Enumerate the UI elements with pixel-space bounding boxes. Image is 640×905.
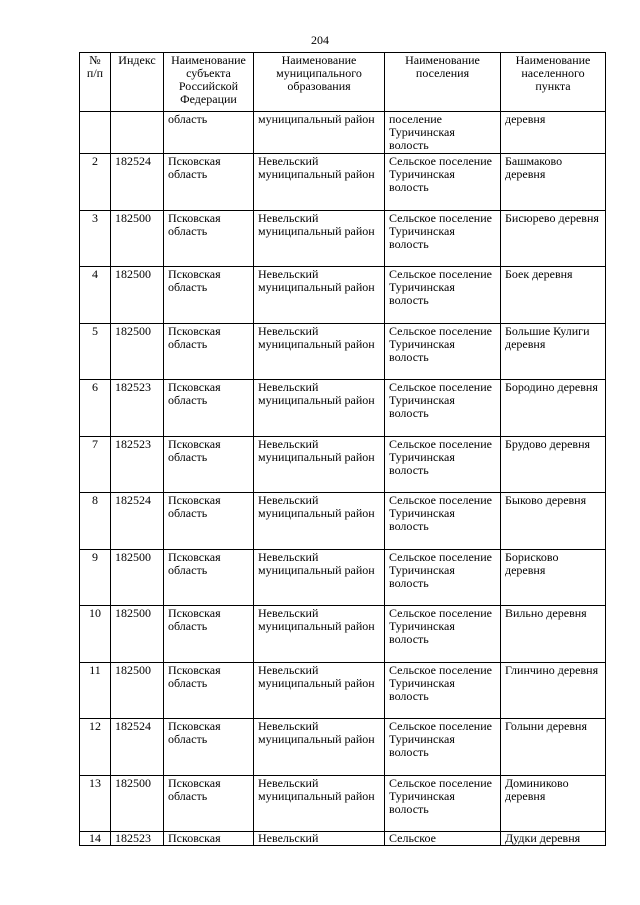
cell-locality: Большие Кулиги деревня <box>501 323 606 380</box>
cell-num <box>80 112 111 154</box>
cell-settlement: Сельское поселение Туричинская волость <box>385 775 501 832</box>
cell-num: 7 <box>80 436 111 493</box>
cell-subject: Псковская область <box>164 549 254 606</box>
page-number: 204 <box>311 33 329 47</box>
cell-index: 182523 <box>111 436 164 493</box>
cell-num: 12 <box>80 719 111 776</box>
cell-municipal: Невельский муниципальный район <box>254 380 385 437</box>
table-header-row <box>80 53 606 112</box>
cell-locality: Голыни деревня <box>501 719 606 776</box>
cell-locality: Быково деревня <box>501 493 606 550</box>
table-row <box>80 380 606 437</box>
cell-municipal: Невельский муниципальный район <box>254 493 385 550</box>
header-municipal: Наименование муниципального образования <box>254 53 385 112</box>
cell-settlement: Сельское <box>385 832 501 846</box>
settlements-table <box>79 52 606 846</box>
cell-locality: Дудки деревня <box>501 832 606 846</box>
cell-settlement: Сельское поселение Туричинская волость <box>385 719 501 776</box>
cell-num: 8 <box>80 493 111 550</box>
table-row <box>80 606 606 663</box>
cell-municipal: Невельский муниципальный район <box>254 323 385 380</box>
table-row <box>80 719 606 776</box>
table-row <box>80 436 606 493</box>
table-row <box>80 832 606 846</box>
cell-settlement: Сельское поселение Туричинская волость <box>385 662 501 719</box>
cell-index: 182524 <box>111 154 164 211</box>
cell-locality: Доминиково деревня <box>501 775 606 832</box>
cell-num: 9 <box>80 549 111 606</box>
cell-index <box>111 112 164 154</box>
cell-settlement: Сельское поселение Туричинская волость <box>385 210 501 267</box>
cell-index: 182523 <box>111 380 164 437</box>
cell-index: 182500 <box>111 606 164 663</box>
cell-municipal: Невельский <box>254 832 385 846</box>
cell-num: 11 <box>80 662 111 719</box>
cell-municipal: Невельский муниципальный район <box>254 549 385 606</box>
header-num: № п/п <box>80 53 111 112</box>
cell-subject: Псковская область <box>164 210 254 267</box>
table-row-continuation <box>80 112 606 154</box>
cell-locality: Глинчино деревня <box>501 662 606 719</box>
cell-settlement: Сельское поселение Туричинская волость <box>385 380 501 437</box>
cell-subject: Псковская область <box>164 719 254 776</box>
cell-index: 182500 <box>111 267 164 324</box>
cell-subject: Псковская область <box>164 323 254 380</box>
cell-subject: Псковская область <box>164 267 254 324</box>
cell-index: 182500 <box>111 549 164 606</box>
cell-locality: деревня <box>501 112 606 154</box>
cell-locality: Борисково деревня <box>501 549 606 606</box>
table-row <box>80 154 606 211</box>
header-index: Индекс <box>111 53 164 112</box>
cell-municipal: Невельский муниципальный район <box>254 210 385 267</box>
cell-num: 13 <box>80 775 111 832</box>
cell-index: 182500 <box>111 210 164 267</box>
cell-subject: область <box>164 112 254 154</box>
cell-settlement: Сельское поселение Туричинская волость <box>385 549 501 606</box>
header-locality: Наименование населенного пункта <box>501 53 606 112</box>
cell-index: 182524 <box>111 493 164 550</box>
cell-settlement: Сельское поселение Туричинская волость <box>385 606 501 663</box>
cell-municipal: Невельский муниципальный район <box>254 267 385 324</box>
cell-num: 2 <box>80 154 111 211</box>
cell-subject: Псковская <box>164 832 254 846</box>
table-body <box>80 112 606 846</box>
cell-settlement: Сельское поселение Туричинская волость <box>385 493 501 550</box>
table-row <box>80 775 606 832</box>
cell-municipal: Невельский муниципальный район <box>254 662 385 719</box>
cell-locality: Боек деревня <box>501 267 606 324</box>
header-settlement: Наименование поселения <box>385 53 501 112</box>
cell-municipal: Невельский муниципальный район <box>254 436 385 493</box>
cell-subject: Псковская область <box>164 606 254 663</box>
header-subject: Наименование субъекта Российской Федерации <box>164 53 254 112</box>
table-row <box>80 662 606 719</box>
cell-subject: Псковская область <box>164 436 254 493</box>
cell-num: 3 <box>80 210 111 267</box>
cell-locality: Бородино деревня <box>501 380 606 437</box>
cell-num: 14 <box>80 832 111 846</box>
cell-municipal: муниципальный район <box>254 112 385 154</box>
cell-settlement: Сельское поселение Туричинская волость <box>385 154 501 211</box>
cell-subject: Псковская область <box>164 493 254 550</box>
cell-index: 182500 <box>111 662 164 719</box>
cell-num: 6 <box>80 380 111 437</box>
cell-index: 182500 <box>111 323 164 380</box>
cell-settlement: Сельское поселение Туричинская волость <box>385 436 501 493</box>
cell-locality: Вильно деревня <box>501 606 606 663</box>
cell-index: 182524 <box>111 719 164 776</box>
cell-municipal: Невельский муниципальный район <box>254 154 385 211</box>
table-row <box>80 493 606 550</box>
cell-locality: Бисюрево деревня <box>501 210 606 267</box>
cell-subject: Псковская область <box>164 662 254 719</box>
table-row <box>80 323 606 380</box>
cell-settlement: Сельское поселение Туричинская волость <box>385 323 501 380</box>
cell-settlement: Сельское поселение Туричинская волость <box>385 267 501 324</box>
cell-settlement: поселение Туричинская волость <box>385 112 501 154</box>
cell-subject: Псковская область <box>164 775 254 832</box>
cell-locality: Башмаково деревня <box>501 154 606 211</box>
cell-index: 182523 <box>111 832 164 846</box>
cell-municipal: Невельский муниципальный район <box>254 775 385 832</box>
cell-subject: Псковская область <box>164 380 254 437</box>
cell-num: 4 <box>80 267 111 324</box>
table-row <box>80 267 606 324</box>
table-row <box>80 210 606 267</box>
table-row <box>80 549 606 606</box>
cell-num: 5 <box>80 323 111 380</box>
cell-locality: Брудово деревня <box>501 436 606 493</box>
cell-municipal: Невельский муниципальный район <box>254 606 385 663</box>
cell-index: 182500 <box>111 775 164 832</box>
cell-num: 10 <box>80 606 111 663</box>
cell-subject: Псковская область <box>164 154 254 211</box>
cell-municipal: Невельский муниципальный район <box>254 719 385 776</box>
